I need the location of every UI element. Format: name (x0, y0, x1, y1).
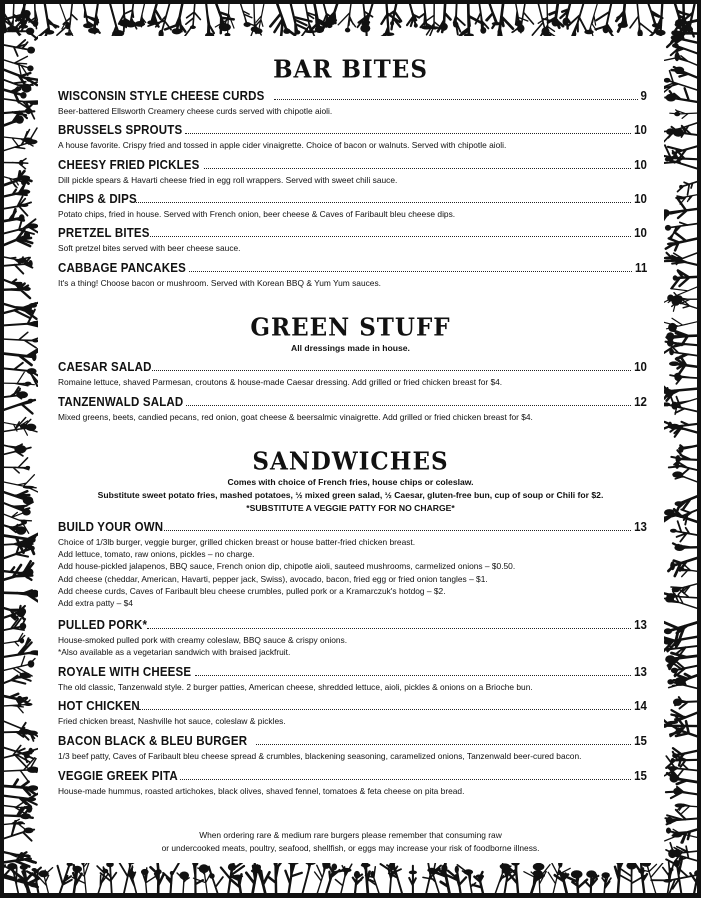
menu-item-build-your-own (58, 520, 647, 609)
menu-item-pulled-pork (58, 618, 647, 658)
item-description-line: Add cheese (cheddar, American, Havarti, pepper jack, Swiss), avocado, bacon, fried egg or fried onion tangles – $1. (58, 573, 488, 584)
leader-dots (189, 270, 632, 272)
item-price: 10 (634, 192, 647, 206)
menu-item (58, 226, 647, 254)
leader-dots (180, 778, 631, 780)
menu-item (58, 89, 647, 117)
item-description: Romaine lettuce, shaved Parmesan, croutons & house-made Caesar dressing. Add grilled or fried chicken breast for $4. (58, 377, 503, 387)
item-price: 12 (634, 395, 647, 409)
green-stuff-heading: GREEN STUFF (250, 313, 451, 342)
item-name: BACON BLACK & BLEU BURGER (58, 734, 248, 748)
item-name: CHIPS & DIPS (58, 192, 137, 206)
item-price: 10 (634, 123, 647, 137)
leader-dots (274, 98, 638, 100)
item-price: 15 (634, 769, 647, 783)
menu-item (58, 360, 647, 388)
item-description-line: Add lettuce, tomato, raw onions, pickles – no charge. (58, 549, 255, 560)
item-description: 1/3 beef patty, Caves of Faribault bleu cheese spread & crumbles, blackening seasoning, caramelized onions, Tanzenwald beer-cured bacon. (58, 751, 582, 761)
leader-dots (195, 674, 631, 676)
item-name: CAESAR SALAD (58, 360, 152, 374)
menu-item (58, 158, 647, 186)
item-description-line: House-smoked pulled pork with creamy coleslaw, BBQ sauce & crispy onions. (58, 635, 348, 645)
item-name: BRUSSELS SPROUTS (58, 123, 183, 137)
menu-item (58, 699, 647, 727)
menu-item (58, 261, 647, 289)
sandwiches-substitute-note: Substitute sweet potato fries, mashed potatoes, ½ mixed green salad, ½ Caesar, gluten-free bun, cup of soup or Chili for $2. (97, 490, 604, 500)
item-price: 15 (634, 734, 647, 748)
item-name: PULLED PORK* (58, 618, 148, 632)
item-description-line: Choice of 1/3lb burger, veggie burger, grilled chicken breast or house batter-fried chicken breast. (58, 537, 416, 547)
item-description: Beer-battered Ellsworth Creamery cheese curds served with chipotle aioli. (58, 106, 333, 116)
item-name: WISCONSIN STYLE CHEESE CURDS (58, 89, 265, 103)
item-description: Potato chips, fried in house. Served with French onion, beer cheese & Caves of Faribault bleu cheese dips. (58, 209, 456, 219)
item-name: CHEESY FRIED PICKLES (58, 158, 200, 172)
item-description: Mixed greens, beets, candied pecans, red onion, goat cheese & beersalmic vinaigrette. Add grilled or fried chicken breast for $4. (58, 412, 533, 422)
leader-dots (152, 369, 631, 371)
leader-dots (256, 743, 631, 745)
item-name: TANZENWALD SALAD (58, 395, 184, 409)
item-name: CABBAGE PANCAKES (58, 261, 186, 275)
menu-item (58, 123, 647, 151)
menu-item (58, 734, 647, 762)
item-name: VEGGIE GREEK PITA (58, 769, 178, 783)
item-price: 14 (634, 699, 647, 713)
item-description-line: Add extra patty – $4 (58, 598, 133, 609)
item-description: The old classic, Tanzenwald style. 2 burger patties, American cheese, shredded lettuce, aioli, pickles & onions on a Brioche bun. (58, 682, 533, 692)
menu-item (58, 192, 647, 220)
menu-item (58, 769, 647, 797)
item-price: 10 (634, 226, 647, 240)
item-description: Soft pretzel bites served with beer cheese sauce. (58, 243, 241, 253)
item-price: 10 (634, 360, 647, 374)
item-description: Dill pickle spears & Havarti cheese fried in egg roll wrappers. Served with sweet chili sauce. (58, 175, 398, 185)
leader-dots (139, 708, 631, 710)
leader-dots (150, 235, 631, 237)
sandwiches-heading: SANDWICHES (252, 447, 449, 476)
item-price: 13 (634, 618, 647, 632)
bar-bites-heading: BAR BITES (273, 55, 428, 84)
disclaimer-line: When ordering rare & medium rare burgers please remember that consuming raw (199, 830, 502, 840)
green-stuff-subtitle: All dressings made in house. (291, 343, 410, 353)
leader-dots (147, 627, 631, 629)
item-price: 13 (634, 520, 647, 534)
item-description-line: Add house-pickled jalapenos, BBQ sauce, French onion dip, chipotle aioli, sauteed mushrooms, carmelized onions – $0.50. (58, 561, 516, 572)
leader-dots (204, 167, 631, 169)
item-name: HOT CHICKEN (58, 699, 140, 713)
item-price: 10 (634, 158, 647, 172)
item-description: A house favorite. Crispy fried and tossed in apple cider vinaigrette. Choice of bacon or walnuts. Served with chipotle aioli. (58, 140, 507, 150)
item-description: House-made hummus, roasted artichokes, black olives, shaved fennel, tomatoes & feta cheese on pita bread. (58, 786, 465, 796)
item-description: It's a thing! Choose bacon or mushroom. Served with Korean BBQ & Yum Yum sauces. (58, 278, 381, 288)
item-name: ROYALE WITH CHEESE (58, 665, 192, 679)
item-price: 9 (640, 89, 647, 103)
food-safety-disclaimer (0, 829, 701, 855)
menu-item (58, 395, 647, 423)
item-name: PRETZEL BITES (58, 226, 150, 240)
veggie-patty-note: *SUBSTITUTE A VEGGIE PATTY FOR NO CHARGE* (246, 503, 455, 513)
leader-dots (186, 404, 631, 406)
item-price: 11 (634, 261, 647, 275)
leader-dots (164, 529, 631, 531)
leader-dots (185, 132, 631, 134)
item-description-line: *Also available as a vegetarian sandwich with braised jackfruit. (58, 647, 291, 658)
menu-item (58, 665, 647, 693)
sandwiches-subtitle: Comes with choice of French fries, house chips or coleslaw. (227, 477, 474, 487)
leader-dots (136, 201, 631, 203)
item-price: 13 (634, 665, 647, 679)
item-description: Fried chicken breast, Nashville hot sauce, coleslaw & pickles. (58, 716, 286, 726)
disclaimer-line: or undercooked meats, poultry, seafood, shellfish, or eggs may increase your risk of foodborne illness. (161, 843, 540, 853)
item-name: BUILD YOUR OWN (58, 520, 164, 534)
item-description-line: Add cheese curds, Caves of Faribault bleu cheese crumbles, pulled pork or a Kramarczuk's hotdog – $2. (58, 585, 446, 596)
